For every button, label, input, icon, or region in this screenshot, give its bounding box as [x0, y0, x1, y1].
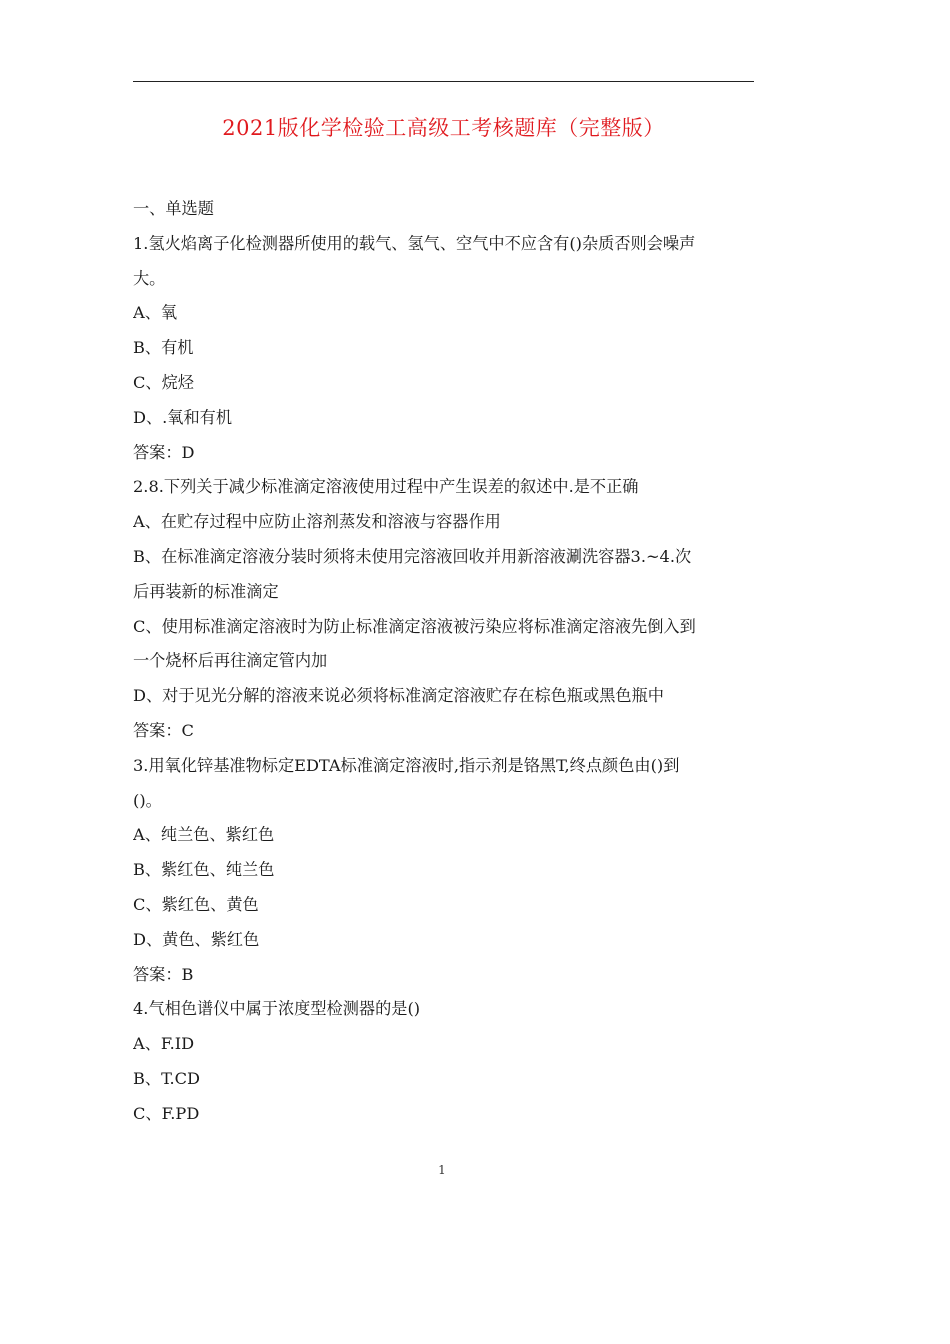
- question-2-option-c-line-1: C、使用标准滴定溶液时为防止标准滴定溶液被污染应将标准滴定溶液先倒入到: [133, 616, 696, 636]
- question-4-option-b: B、T.CD: [133, 1068, 201, 1088]
- document-title: 2021版化学检验工高级工考核题库（完整版）: [222, 116, 665, 140]
- question-2-stem: 2.8.下列关于减少标准滴定溶液使用过程中产生误差的叙述中.是不正确: [133, 477, 639, 497]
- question-2-answer: 答案：C: [133, 720, 194, 740]
- question-1-option-c: C、烷烃: [133, 372, 194, 392]
- question-2-option-a: A、在贮存过程中应防止溶剂蒸发和溶液与容器作用: [133, 512, 501, 532]
- question-3-option-b: B、紫红色、纯兰色: [133, 860, 275, 880]
- question-3-option-a: A、纯兰色、紫红色: [133, 825, 275, 845]
- header-rule: [133, 81, 754, 82]
- question-4-option-c: C、F.PD: [133, 1103, 200, 1123]
- question-2-option-c-line-2: 一个烧杯后再往滴定管内加: [133, 651, 328, 671]
- question-4-stem: 4.气相色谱仪中属于浓度型检测器的是(): [133, 999, 421, 1019]
- question-2-option-b-line-1: B、在标准滴定溶液分装时须将未使用完溶液回收并用新溶液涮洗容器3.~4.次: [133, 546, 692, 566]
- question-3-stem-line-1: 3.用氧化锌基准物标定EDTA标准滴定溶液时,指示剂是铬黑T,终点颜色由()到: [133, 755, 680, 775]
- question-3-answer: 答案：B: [133, 964, 194, 984]
- question-1-option-a: A、氧: [133, 303, 178, 323]
- question-4-option-a: A、F.ID: [133, 1034, 195, 1054]
- page-number: 1: [438, 1163, 446, 1177]
- question-3-option-c: C、紫红色、黄色: [133, 894, 259, 914]
- question-bank-content: [133, 192, 754, 1132]
- question-3-option-d: D、黄色、紫红色: [133, 929, 260, 949]
- question-1-stem-line-1: 1.氢火焰离子化检测器所使用的载气、氢气、空气中不应含有()杂质否则会噪声: [133, 233, 696, 253]
- question-3-stem-line-2: ()。: [133, 790, 162, 810]
- question-2-option-b-line-2: 后再装新的标准滴定: [133, 581, 279, 601]
- question-1-answer: 答案：D: [133, 442, 195, 462]
- section-heading: 一、单选题: [133, 199, 214, 218]
- question-2-option-d: D、对于见光分解的溶液来说必须将标准滴定溶液贮存在棕色瓶或黑色瓶中: [133, 686, 664, 706]
- question-1-option-b: B、有机: [133, 338, 194, 358]
- question-1-option-d: D、.氧和有机: [133, 407, 233, 427]
- question-1-stem-line-2: 大。: [133, 268, 166, 288]
